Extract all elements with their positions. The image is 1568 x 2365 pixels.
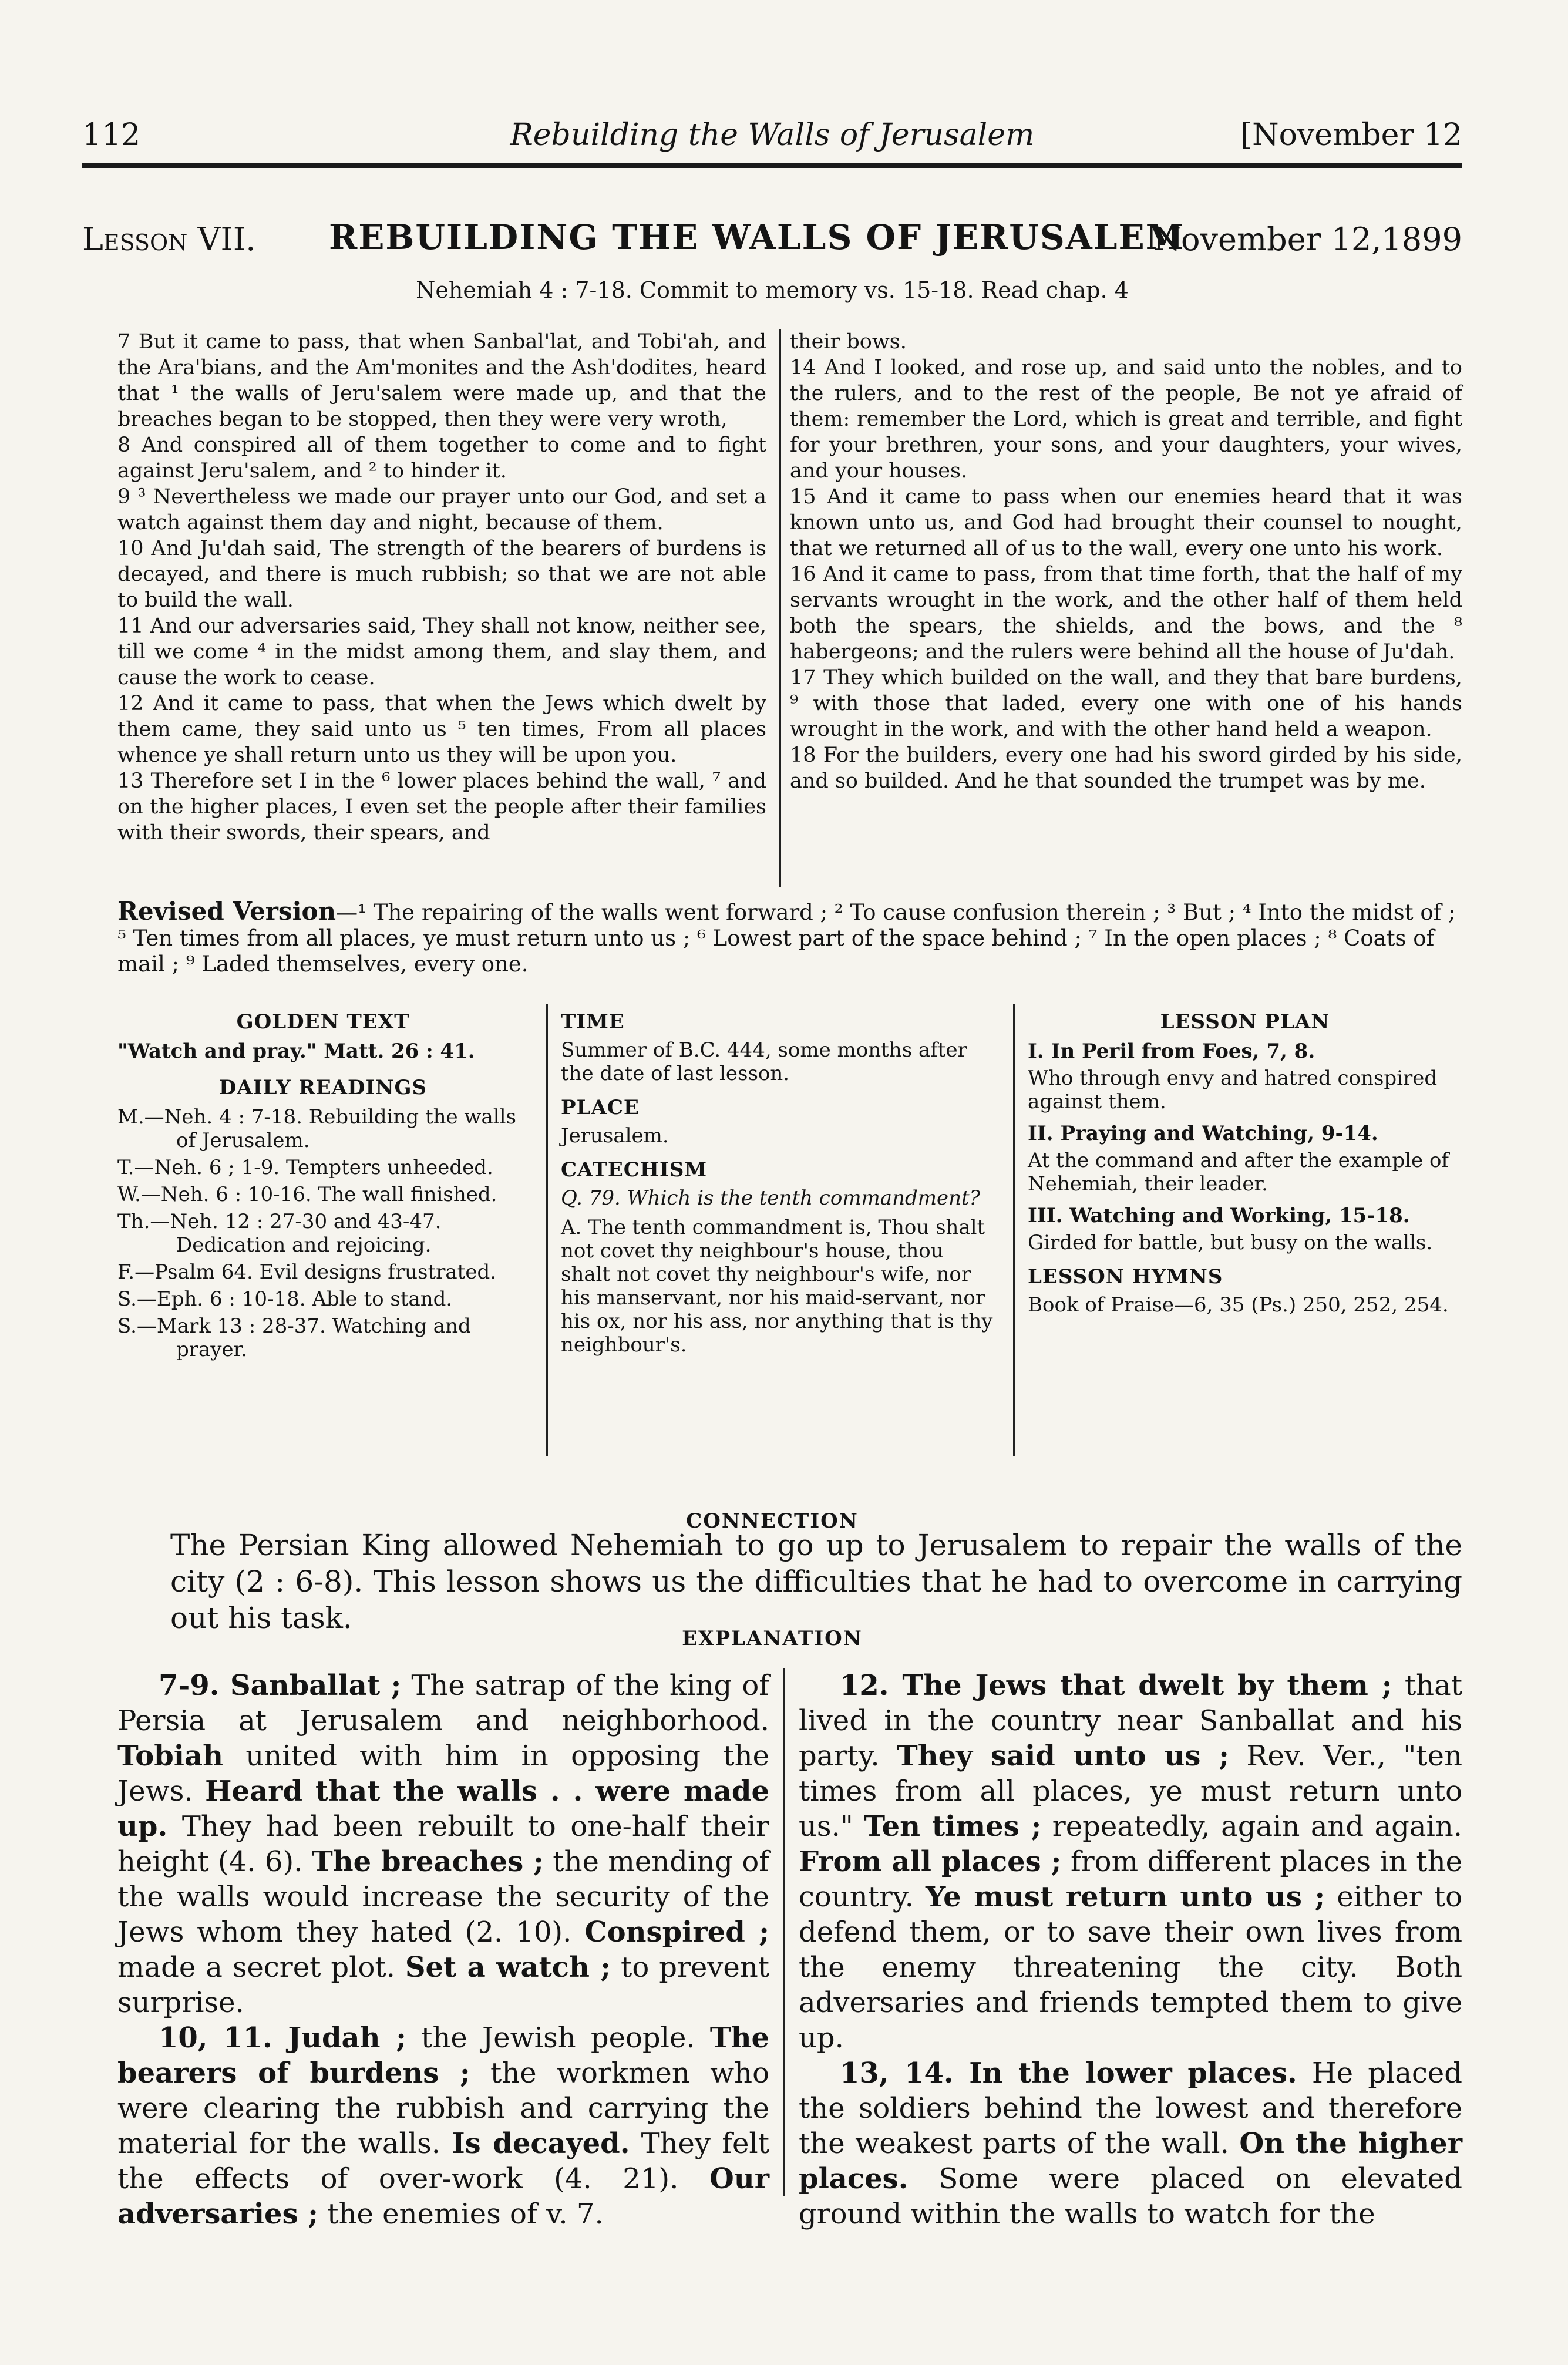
explanation-paragraph xyxy=(799,2056,1462,2232)
explanation-term: Our adversaries ; xyxy=(117,2162,769,2231)
explanation-gloss: The satrap of the king of Persia at Jerusalem and neighborhood. xyxy=(117,1669,769,1737)
explanation-gloss: repeatedly, again and again. xyxy=(1041,1810,1463,1843)
explanation-term: Tobiah xyxy=(117,1740,224,1772)
explanation-paragraph xyxy=(799,1668,1462,2056)
daily-reading: S.—Mark 13 : 28-37. Watching and prayer. xyxy=(117,1314,471,1361)
explanation-heading: EXPLANATION xyxy=(682,1627,863,1650)
explanation-term: Set a watch ; xyxy=(405,1951,611,1984)
scripture-verse: 15 And it came to pass when our enemies heard that it was known unto us, and God had brought their counsel to nought, that we returned all of us to the wall, every one unto his work. xyxy=(790,485,1462,560)
scripture-right-column xyxy=(790,329,1462,794)
revised-version-text: —¹ The repairing of the walls went forward ; ² To cause confusion therein ; ³ But ; ⁴ Into the midst of ; ⁵ Ten times from all places, ye must return unto us ; ⁶ Lowest part of the space behind ; ⁷ In the open places ; ⁸ Coats of mail ; ⁹ Laded themselves, every one. xyxy=(117,900,1456,977)
explanation-gloss: made a secret plot. xyxy=(117,1951,405,1984)
lesson-hymns-text: Book of Praise—6, 35 (Ps.) 250, 252, 254. xyxy=(1028,1293,1449,1317)
catechism-answer: A. The tenth commandment is, Thou shalt not covet thy neighbour's house, thou shalt not covet thy neighbour's wife, nor his manservant, nor his maid-servant, nor his ox, nor his ass, nor anything that is thy neighbour's. xyxy=(561,1216,993,1357)
explanation-term: Heard that the walls . . were made up. xyxy=(117,1775,769,1843)
explanation-term: 10, 11. Judah ; xyxy=(159,2021,406,2054)
catechism-heading: CATECHISM xyxy=(561,1158,708,1182)
scripture-verse: their bows. xyxy=(790,330,907,354)
explanation-gloss: to prevent surprise. xyxy=(117,1951,770,2019)
explanation-gloss: united with him in opposing the Jews. xyxy=(117,1740,769,1808)
explanation-term: Is decayed. xyxy=(452,2127,630,2160)
explanation-gloss: He placed the soldiers behind the lowest and therefore the weakest parts of the wall. xyxy=(799,2057,1463,2160)
scripture-verse: 17 They which builded on the wall, and they that bare burdens, ⁹ with those that laded, every one with one of his hands wrought in the work, and with the other hand held a weapon. xyxy=(790,666,1462,741)
explanation-gloss: Rev. Ver., "ten times from all places, ye must return unto us." xyxy=(799,1740,1462,1843)
running-header xyxy=(82,117,1462,159)
explanation-term: The bearers of burdens ; xyxy=(117,2021,769,2090)
revised-version-label: Revised Version xyxy=(117,897,337,926)
lesson-plan-point-title: II. Praying and Watching, 9-14. xyxy=(1028,1122,1378,1145)
revised-version-note xyxy=(117,899,1462,977)
daily-reading: S.—Eph. 6 : 10-18. Able to stand. xyxy=(117,1287,453,1311)
explanation-paragraph xyxy=(117,2020,769,2232)
lesson-title-line xyxy=(82,217,1462,264)
explanation-gloss: the mending of the walls would increase the security of the Jews whom they hated (2. 10). xyxy=(117,1845,770,1949)
place-heading: PLACE xyxy=(561,1096,640,1119)
explanation-term: 7-9. Sanballat ; xyxy=(159,1669,402,1702)
scripture-verse: 12 And it came to pass, that when the Jews which dwelt by them came, they said unto us ⁵ ten times, From all places whence ye shall return unto us they will be upon you. xyxy=(117,692,766,767)
scripture-verse: 11 And our adversaries said, They shall not know, neither see, till we come ⁴ in the midst among them, and slay them, and cause the work to cease. xyxy=(117,614,766,689)
explanation-left-column xyxy=(117,1668,769,2232)
daily-reading: M.—Neh. 4 : 7-18. Rebuilding the walls of Jerusalem. xyxy=(117,1105,517,1152)
scripture-verse: 16 And it came to pass, from that time forth, that the half of my servants wrought in the work, and the other half of them held both the spears, the shields, and the bows, and the ⁸ habergeons; and the rulers were behind all the house of Ju'dah. xyxy=(790,563,1462,664)
daily-readings-heading: DAILY READINGS xyxy=(218,1076,428,1099)
daily-reading: Th.—Neh. 12 : 27-30 and 43-47. Dedication and rejoicing. xyxy=(117,1210,442,1257)
lesson-plan-heading: LESSON PLAN xyxy=(1160,1010,1330,1034)
scripture-verse: 8 And conspired all of them together to come and to fight against Jeru'salem, and ² to hinder it. xyxy=(117,433,766,483)
scripture-left-column xyxy=(117,329,766,846)
lesson-subheading: Nehemiah 4 : 7-18. Commit to memory vs. 15-18. Read chap. 4 xyxy=(416,277,1129,303)
header-rule xyxy=(82,163,1462,168)
explanation-term: Ten times ; xyxy=(864,1810,1042,1843)
running-title: Rebuilding the Walls of Jerusalem xyxy=(510,117,1035,153)
info-right-column xyxy=(1028,1010,1462,1320)
daily-reading: T.—Neh. 6 ; 1-9. Tempters unheeded. xyxy=(117,1156,493,1179)
explanation-term: On the higher places. xyxy=(799,2127,1462,2195)
page-number: 112 xyxy=(82,117,141,153)
scripture-verse: 10 And Ju'dah said, The strength of the bearers of burdens is decayed, and there is much rubbish; so that we are not able to build the wall. xyxy=(117,537,766,612)
catechism-question: Q. 79. Which is the tenth commandment? xyxy=(561,1186,980,1210)
explanation-gloss: They had been rebuilt to one-half their height (4. 6). xyxy=(117,1810,769,1878)
lesson-title: REBUILDING THE WALLS OF JERUSALEM xyxy=(329,217,1185,257)
scripture-verse: 13 Therefore set I in the ⁶ lower places behind the wall, ⁷ and on the higher places, I even set the people after their families with their swords, their spears, and xyxy=(117,769,766,845)
lesson-label: Lesson VII. xyxy=(82,221,256,258)
connection-text: The Persian King allowed Nehemiah to go up to Jerusalem to repair the walls of the city (2 : 6-8). This lesson shows us the difficulties that he had to overcome in carrying out his task. xyxy=(170,1528,1462,1635)
explanation-term: Conspired ; xyxy=(584,1916,770,1949)
info-divider xyxy=(1013,1004,1015,1456)
explanation-term: 12. The Jews that dwelt by them ; xyxy=(840,1669,1392,1702)
lesson-plan-point-text: Girded for battle, but busy on the walls. xyxy=(1028,1231,1433,1254)
explanation-term: 13, 14. In the lower places. xyxy=(840,2057,1297,2090)
info-divider xyxy=(546,1004,548,1456)
explanation-paragraph xyxy=(117,1668,769,2020)
explanation-gloss: the enemies of v. 7. xyxy=(318,2198,604,2231)
scripture-verse: 9 ³ Nevertheless we made our prayer unto our God, and set a watch against them day and night, because of them. xyxy=(117,485,766,534)
lesson-plan-point-text: At the command and after the example of Nehemiah, their leader. xyxy=(1028,1149,1449,1196)
daily-reading: W.—Neh. 6 : 10-16. The wall finished. xyxy=(117,1183,497,1206)
explanation-term: From all places ; xyxy=(799,1845,1062,1878)
lesson-plan-point-title: I. In Peril from Foes, 7, 8. xyxy=(1028,1039,1315,1063)
explanation-term: They said unto us ; xyxy=(896,1740,1230,1772)
explanation-gloss: either to defend them, or to save their own lives from the enemy threatening the city. Both adversaries and friends tempted them to give up. xyxy=(799,1880,1463,2054)
lesson-plan-point-text: Who through envy and hatred conspired against them. xyxy=(1028,1067,1438,1113)
explanation-divider xyxy=(783,1668,785,2196)
explanation-gloss: that lived in the country near Sanballat and his party. xyxy=(799,1669,1462,1772)
daily-reading: F.—Psalm 64. Evil designs frustrated. xyxy=(117,1260,497,1284)
lesson-hymns-heading: LESSON HYMNS xyxy=(1028,1265,1223,1289)
scripture-verse: 18 For the builders, every one had his sword girded by his side, and so builded. And he that sounded the trumpet was by me. xyxy=(790,744,1462,793)
scripture-verse: 7 But it came to pass, that when Sanbal'lat, and Tobi'ah, and the Ara'bians, and the Am'monites and the Ash'dodites, heard that ¹ the walls of Jeru'salem were made up, and that the breaches began to be stopped, then they were very wroth, xyxy=(117,330,766,431)
place-text: Jerusalem. xyxy=(561,1124,669,1148)
info-left-column xyxy=(117,1010,529,1365)
connection-heading: CONNECTION xyxy=(686,1509,859,1533)
explanation-gloss: Some were placed on elevated ground within the walls to watch for the xyxy=(799,2162,1462,2231)
explanation-gloss: They felt the effects of over-work (4. 21). xyxy=(117,2127,770,2195)
explanation-term: The breaches ; xyxy=(311,1845,544,1878)
scripture-verse: 14 And I looked, and rose up, and said unto the nobles, and to the rulers, and to the rest of the people, Be not ye afraid of them: remember the Lord, which is great and terrible, and fight for your brethren, your sons, and your daughters, your wives, and your houses. xyxy=(790,356,1462,483)
info-middle-column xyxy=(561,1010,995,1360)
time-text: Summer of B.C. 444, some months after the date of last lesson. xyxy=(561,1038,967,1085)
explanation-gloss: the Jewish people. xyxy=(406,2021,710,2054)
header-date: [November 12 xyxy=(1240,117,1462,153)
lesson-date: November 12,1899 xyxy=(1153,221,1462,258)
lesson-plan-point-title: III. Watching and Working, 15-18. xyxy=(1028,1204,1410,1227)
explanation-term: Ye must return unto us ; xyxy=(926,1880,1325,1913)
explanation-right-column xyxy=(799,1668,1462,2232)
explanation-gloss: from different places in the country. xyxy=(799,1845,1463,1913)
time-heading: TIME xyxy=(561,1010,625,1034)
explanation-gloss: the workmen who were clearing the rubbish and carrying the material for the walls. xyxy=(117,2057,769,2160)
golden-text-heading: GOLDEN TEXT xyxy=(236,1010,410,1034)
golden-text: "Watch and pray." Matt. 26 : 41. xyxy=(117,1039,475,1063)
column-divider xyxy=(779,329,781,887)
